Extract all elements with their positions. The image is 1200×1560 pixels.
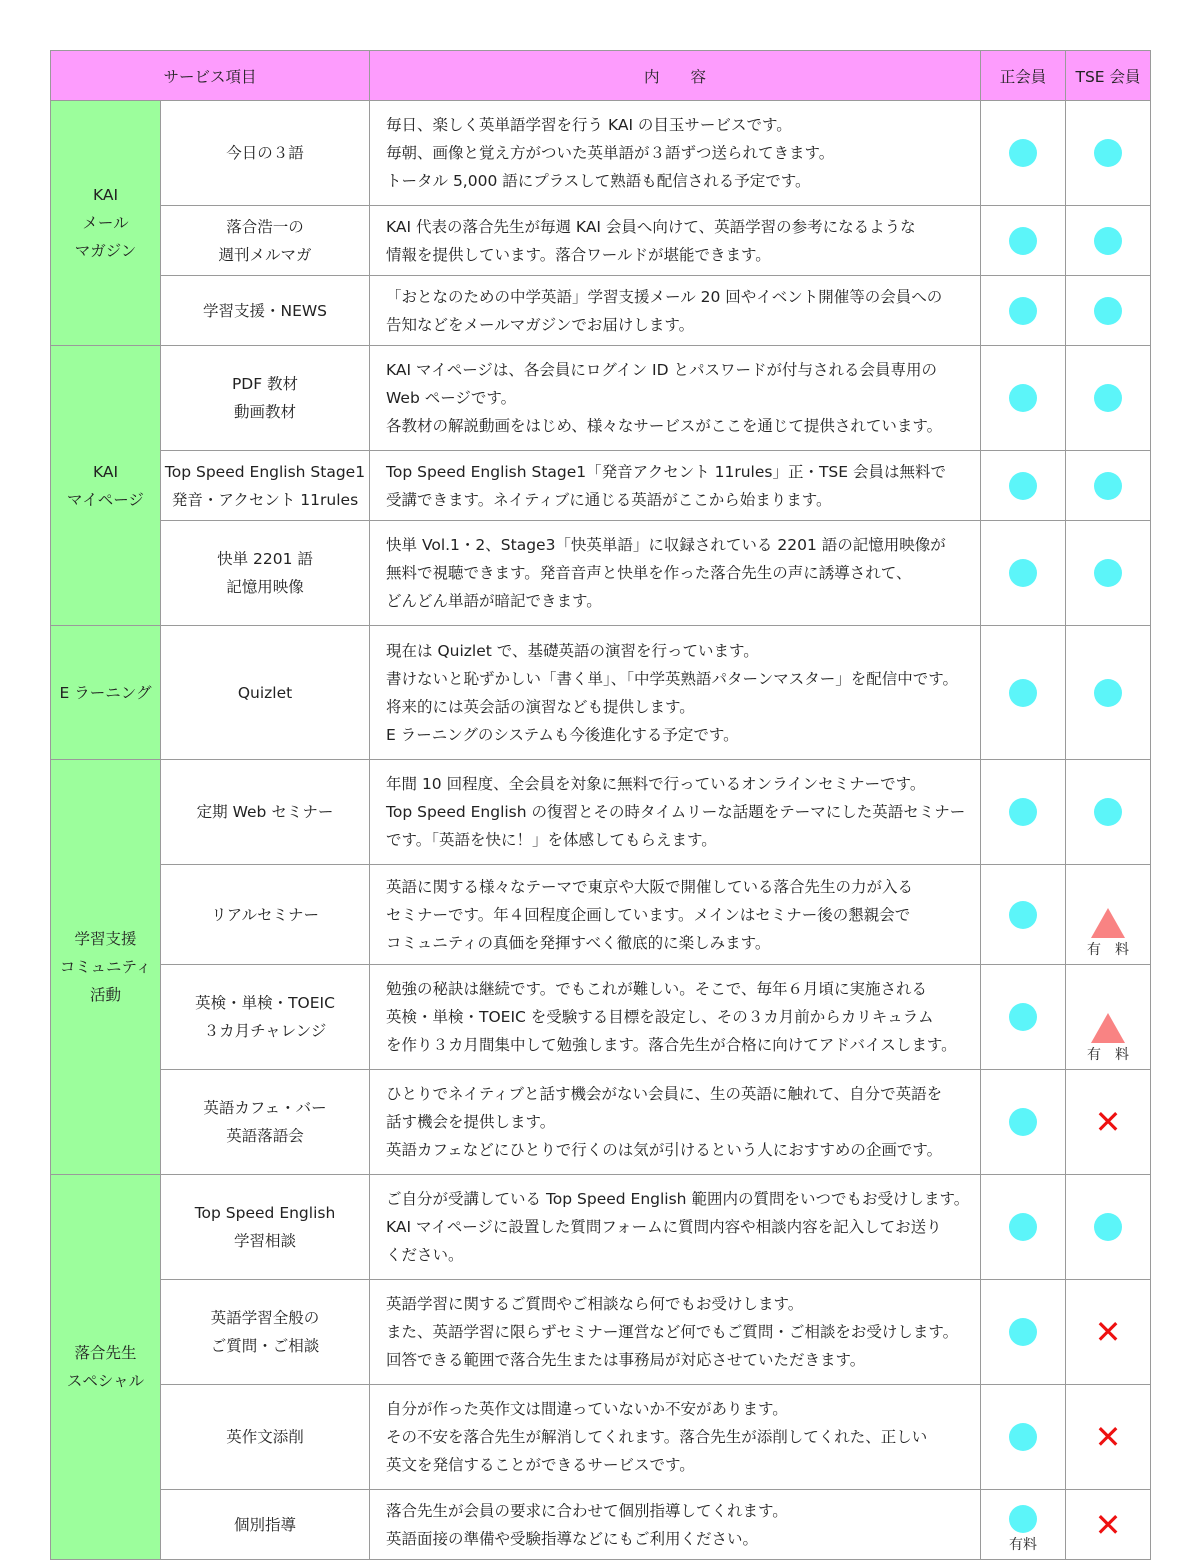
category-special: 落合先生 スペシャル (51, 1175, 161, 1560)
tse-member-availability (1066, 865, 1151, 965)
circle-mark-icon (1009, 901, 1037, 929)
cross-mark-icon: ✕ (1094, 1313, 1122, 1351)
description-line: 書けないと恥ずかしい「書く単」、「中学英熟語パターンマスター」を配信中です。 (386, 669, 958, 688)
fee-note: 有料 (1009, 1537, 1038, 1553)
service-name-line: 英語カフェ・バー (203, 1099, 327, 1117)
regular-member-availability (981, 1070, 1066, 1175)
description-line: 無料で視聴できます。発音音声と快単を作った落合先生の声に誘導されて、 (386, 564, 912, 582)
service-description-cell (370, 1490, 981, 1560)
service-description-cell (370, 1280, 981, 1385)
service-description-cell (370, 965, 981, 1070)
description-line: 各教材の解説動画をはじめ、様々なサービスがここを通じて提供されています。 (386, 417, 943, 435)
category-mypage: KAI マイページ (51, 346, 161, 626)
service-description-cell (370, 521, 981, 626)
circle-mark-icon (1094, 1213, 1122, 1241)
circle-mark-icon (1009, 472, 1037, 500)
cross-mark-icon: ✕ (1094, 1103, 1122, 1141)
description-line: 情報を提供しています。落合ワールドが堪能できます。 (386, 245, 771, 264)
circle-mark-icon (1009, 1213, 1037, 1241)
description-line: KAI マイページに設置した質問フォームに質問内容や相談内容を記入してお送り (386, 1218, 942, 1236)
fee-note: 有 料 (1087, 1047, 1130, 1063)
regular-member-availability (981, 451, 1066, 521)
tse-member-availability (1066, 521, 1151, 626)
service-description-cell (370, 1070, 981, 1175)
service-description-cell (370, 1385, 981, 1490)
description-line: どんどん単語が暗記できます。 (386, 592, 602, 610)
header-content: 内 容 (370, 51, 981, 101)
service-name-line: 定期 Web セミナー (196, 803, 334, 821)
service-name-line: 今日の３語 (226, 144, 304, 162)
circle-mark-icon (1009, 559, 1037, 587)
description-line: 英語学習に関するご質問やご相談なら何でもお受けします。 (386, 1295, 804, 1313)
service-name-cell (161, 1280, 370, 1385)
service-description-cell (370, 276, 981, 346)
service-name-line: PDF 教材 (231, 375, 299, 393)
service-name-line: 快単 2201 語 (217, 550, 313, 568)
service-name-line: 週刊メルマガ (218, 245, 312, 264)
description-line: Top Speed English の復習とその時タイムリーな話題をテーマにした英語セミナー (386, 803, 966, 821)
description-line: 受講できます。ネイティブに通じる英語がここから始まります。 (386, 490, 832, 509)
service-name-line: 発音・アクセント 11rules (171, 490, 359, 509)
service-name-cell (161, 1490, 370, 1560)
description-line: KAI 代表の落合先生が毎週 KAI 会員へ向けて、英語学習の参考になるような (386, 217, 916, 236)
service-name-line: 英語落語会 (226, 1127, 304, 1145)
service-name-cell (161, 965, 370, 1070)
service-name-cell (161, 1175, 370, 1280)
description-line: 勉強の秘訣は継続です。でもこれが難しい。そこで、毎年６月頃に実施される (386, 980, 927, 998)
tse-member-availability (1066, 1175, 1151, 1280)
header-service: サービス項目 (51, 51, 370, 101)
description-line: 英文を発信することができるサービスです。 (386, 1456, 695, 1474)
tse-member-availability (1066, 1385, 1151, 1490)
description-line: ご自分が受講している Top Speed English 範囲内の質問をいつでもお受けします。 (386, 1190, 970, 1208)
service-name-cell (161, 1385, 370, 1490)
service-name-line: Top Speed English Stage1 (164, 462, 366, 481)
service-name-cell (161, 626, 370, 760)
description-line: セミナーです。年４回程度企画しています。メインはセミナー後の懇親会で (386, 905, 911, 924)
service-name-cell (161, 101, 370, 206)
description-line: トータル 5,000 語にプラスして熟語も配信される予定です。 (386, 172, 811, 190)
service-description-cell (370, 626, 981, 760)
circle-mark-icon (1094, 227, 1122, 255)
description-line: 英検・単検・TOEIC を受験する目標を設定し、その３カ月前からカリキュラム (386, 1008, 934, 1026)
tse-member-availability (1066, 1490, 1151, 1560)
regular-member-availability (981, 1490, 1066, 1560)
service-name-line: 英語学習全般の (210, 1309, 320, 1327)
description-line: 英語カフェなどにひとりで行くのは気が引けるという人におすすめの企画です。 (386, 1141, 943, 1159)
header-regular-member: 正会員 (981, 51, 1066, 101)
circle-mark-icon (1009, 384, 1037, 412)
circle-mark-icon (1009, 1318, 1037, 1346)
regular-member-availability (981, 346, 1066, 451)
description-line: 年間 10 回程度、全会員を対象に無料で行っているオンラインセミナーです。 (386, 775, 926, 793)
tse-member-availability (1066, 1280, 1151, 1385)
service-name-line: 英作文添削 (226, 1428, 304, 1446)
service-name-line: リアルセミナー (211, 905, 319, 924)
regular-member-availability (981, 1385, 1066, 1490)
description-line: KAI マイページは、各会員にログイン ID とパスワードが付与される会員専用の (386, 361, 937, 379)
description-line: 将来的には英会話の演習なども提供します。 (386, 697, 695, 716)
service-name-line: Top Speed English (194, 1204, 336, 1222)
circle-mark-icon (1009, 679, 1037, 707)
service-description-cell (370, 206, 981, 276)
description-line: 現在は Quizlet で、基礎英語の演習を行っています。 (386, 641, 759, 660)
service-description-cell (370, 346, 981, 451)
service-name-cell (161, 865, 370, 965)
circle-mark-icon (1009, 798, 1037, 826)
description-line: ください。 (386, 1246, 464, 1264)
description-line: です。「英語を快に！」を体感してもらえます。 (386, 831, 717, 849)
regular-member-availability (981, 521, 1066, 626)
service-name-line: 記憶用映像 (226, 578, 304, 596)
regular-member-availability (981, 1175, 1066, 1280)
circle-mark-icon (1009, 1505, 1037, 1533)
service-table (50, 50, 1151, 1560)
service-description-cell (370, 865, 981, 965)
service-name-line: ３カ月チャレンジ (203, 1022, 327, 1040)
circle-mark-icon (1094, 679, 1122, 707)
regular-member-availability (981, 206, 1066, 276)
tse-member-availability (1066, 276, 1151, 346)
circle-mark-icon (1094, 798, 1122, 826)
description-line: E ラーニングのシステムも今後進化する予定です。 (386, 725, 739, 744)
tse-member-availability (1066, 101, 1151, 206)
circle-mark-icon (1009, 297, 1037, 325)
description-line: 自分が作った英作文は間違っていないか不安があります。 (386, 1400, 788, 1418)
circle-mark-icon (1094, 472, 1122, 500)
regular-member-availability (981, 865, 1066, 965)
tse-member-availability (1066, 206, 1151, 276)
description-line: を作り３カ月間集中して勉強します。落合先生が合格に向けてアドバイスします。 (386, 1036, 957, 1054)
description-line: 告知などをメールマガジンでお届けします。 (386, 315, 695, 334)
description-line: 回答できる範囲で落合先生または事務局が対応させていただきます。 (386, 1351, 866, 1369)
regular-member-availability (981, 276, 1066, 346)
description-line: コミュニティの真価を発揮すべく徹底的に楽しみます。 (386, 933, 771, 952)
service-name-cell (161, 760, 370, 865)
description-line: 毎日、楽しく英単語学習を行う KAI の目玉サービスです。 (386, 116, 792, 134)
circle-mark-icon (1009, 1108, 1037, 1136)
description-line: 毎朝、画像と覚え方がついた英単語が３語ずつ送られてきます。 (386, 144, 835, 162)
description-line: Top Speed English Stage1「発音アクセント 11rules」正・TSE 会員は無料で (386, 462, 946, 481)
circle-mark-icon (1094, 559, 1122, 587)
service-name-cell (161, 276, 370, 346)
service-name-line: ご質問・ご相談 (210, 1337, 320, 1355)
tse-member-availability (1066, 626, 1151, 760)
cross-mark-icon: ✕ (1094, 1505, 1122, 1544)
category-elearning: E ラーニング (51, 626, 161, 760)
service-description-cell (370, 101, 981, 206)
category-mail-magazine: KAI メール マガジン (51, 101, 161, 346)
cross-mark-icon: ✕ (1094, 1418, 1122, 1456)
circle-mark-icon (1009, 139, 1037, 167)
triangle-mark-icon (1091, 908, 1125, 938)
description-line: 話す機会を提供します。 (386, 1113, 556, 1131)
tse-member-availability (1066, 760, 1151, 865)
description-line: また、英語学習に限らずセミナー運営など何でもご質問・ご相談をお受けします。 (386, 1323, 959, 1341)
header-row (51, 51, 1151, 101)
regular-member-availability (981, 965, 1066, 1070)
service-name-line: 学習支援・NEWS (202, 301, 328, 320)
description-line: 「おとなのための中学英語」学習支援メール 20 回やイベント開催等の会員への (386, 287, 943, 306)
description-line: 快単 Vol.1・2、Stage3「快英単語」に収録されている 2201 語の記憶用映像が (386, 536, 946, 554)
service-name-cell (161, 451, 370, 521)
circle-mark-icon (1009, 227, 1037, 255)
service-name-line: 学習相談 (234, 1232, 297, 1250)
triangle-mark-icon (1091, 1013, 1125, 1043)
tse-member-availability (1066, 451, 1151, 521)
regular-member-availability (981, 101, 1066, 206)
service-name-line: 落合浩一の (226, 217, 304, 236)
category-community: 学習支援 コミュニティ 活動 (51, 760, 161, 1175)
header-tse-member: TSE 会員 (1066, 51, 1151, 101)
description-line: その不安を落合先生が解消してくれます。落合先生が添削してくれた、正しい (386, 1428, 928, 1446)
service-name-cell (161, 346, 370, 451)
service-name-line: 動画教材 (234, 403, 297, 421)
description-line: 英語に関する様々なテーマで東京や大阪で開催している落合先生の力が入る (386, 877, 914, 896)
service-description-cell (370, 1175, 981, 1280)
description-line: 英語面接の準備や受験指導などにもご利用ください。 (386, 1529, 759, 1548)
circle-mark-icon (1009, 1423, 1037, 1451)
service-description-cell (370, 760, 981, 865)
service-name-line: 個別指導 (234, 1515, 297, 1534)
service-name-line: 英検・単検・TOEIC (195, 994, 335, 1012)
circle-mark-icon (1094, 384, 1122, 412)
service-name-line: Quizlet (237, 683, 293, 702)
service-name-cell (161, 206, 370, 276)
tse-member-availability (1066, 346, 1151, 451)
regular-member-availability (981, 626, 1066, 760)
service-description-cell (370, 451, 981, 521)
description-line: Web ページです。 (386, 389, 517, 407)
description-line: ひとりでネイティブと話す機会がない会員に、生の英語に触れて、自分で英語を (386, 1085, 943, 1103)
circle-mark-icon (1094, 297, 1122, 325)
tse-member-availability (1066, 1070, 1151, 1175)
circle-mark-icon (1094, 139, 1122, 167)
service-name-cell (161, 521, 370, 626)
circle-mark-icon (1009, 1003, 1037, 1031)
description-line: 落合先生が会員の要求に合わせて個別指導してくれます。 (386, 1501, 788, 1520)
regular-member-availability (981, 760, 1066, 865)
service-name-cell (161, 1070, 370, 1175)
tse-member-availability (1066, 965, 1151, 1070)
regular-member-availability (981, 1280, 1066, 1385)
fee-note: 有 料 (1087, 942, 1130, 958)
